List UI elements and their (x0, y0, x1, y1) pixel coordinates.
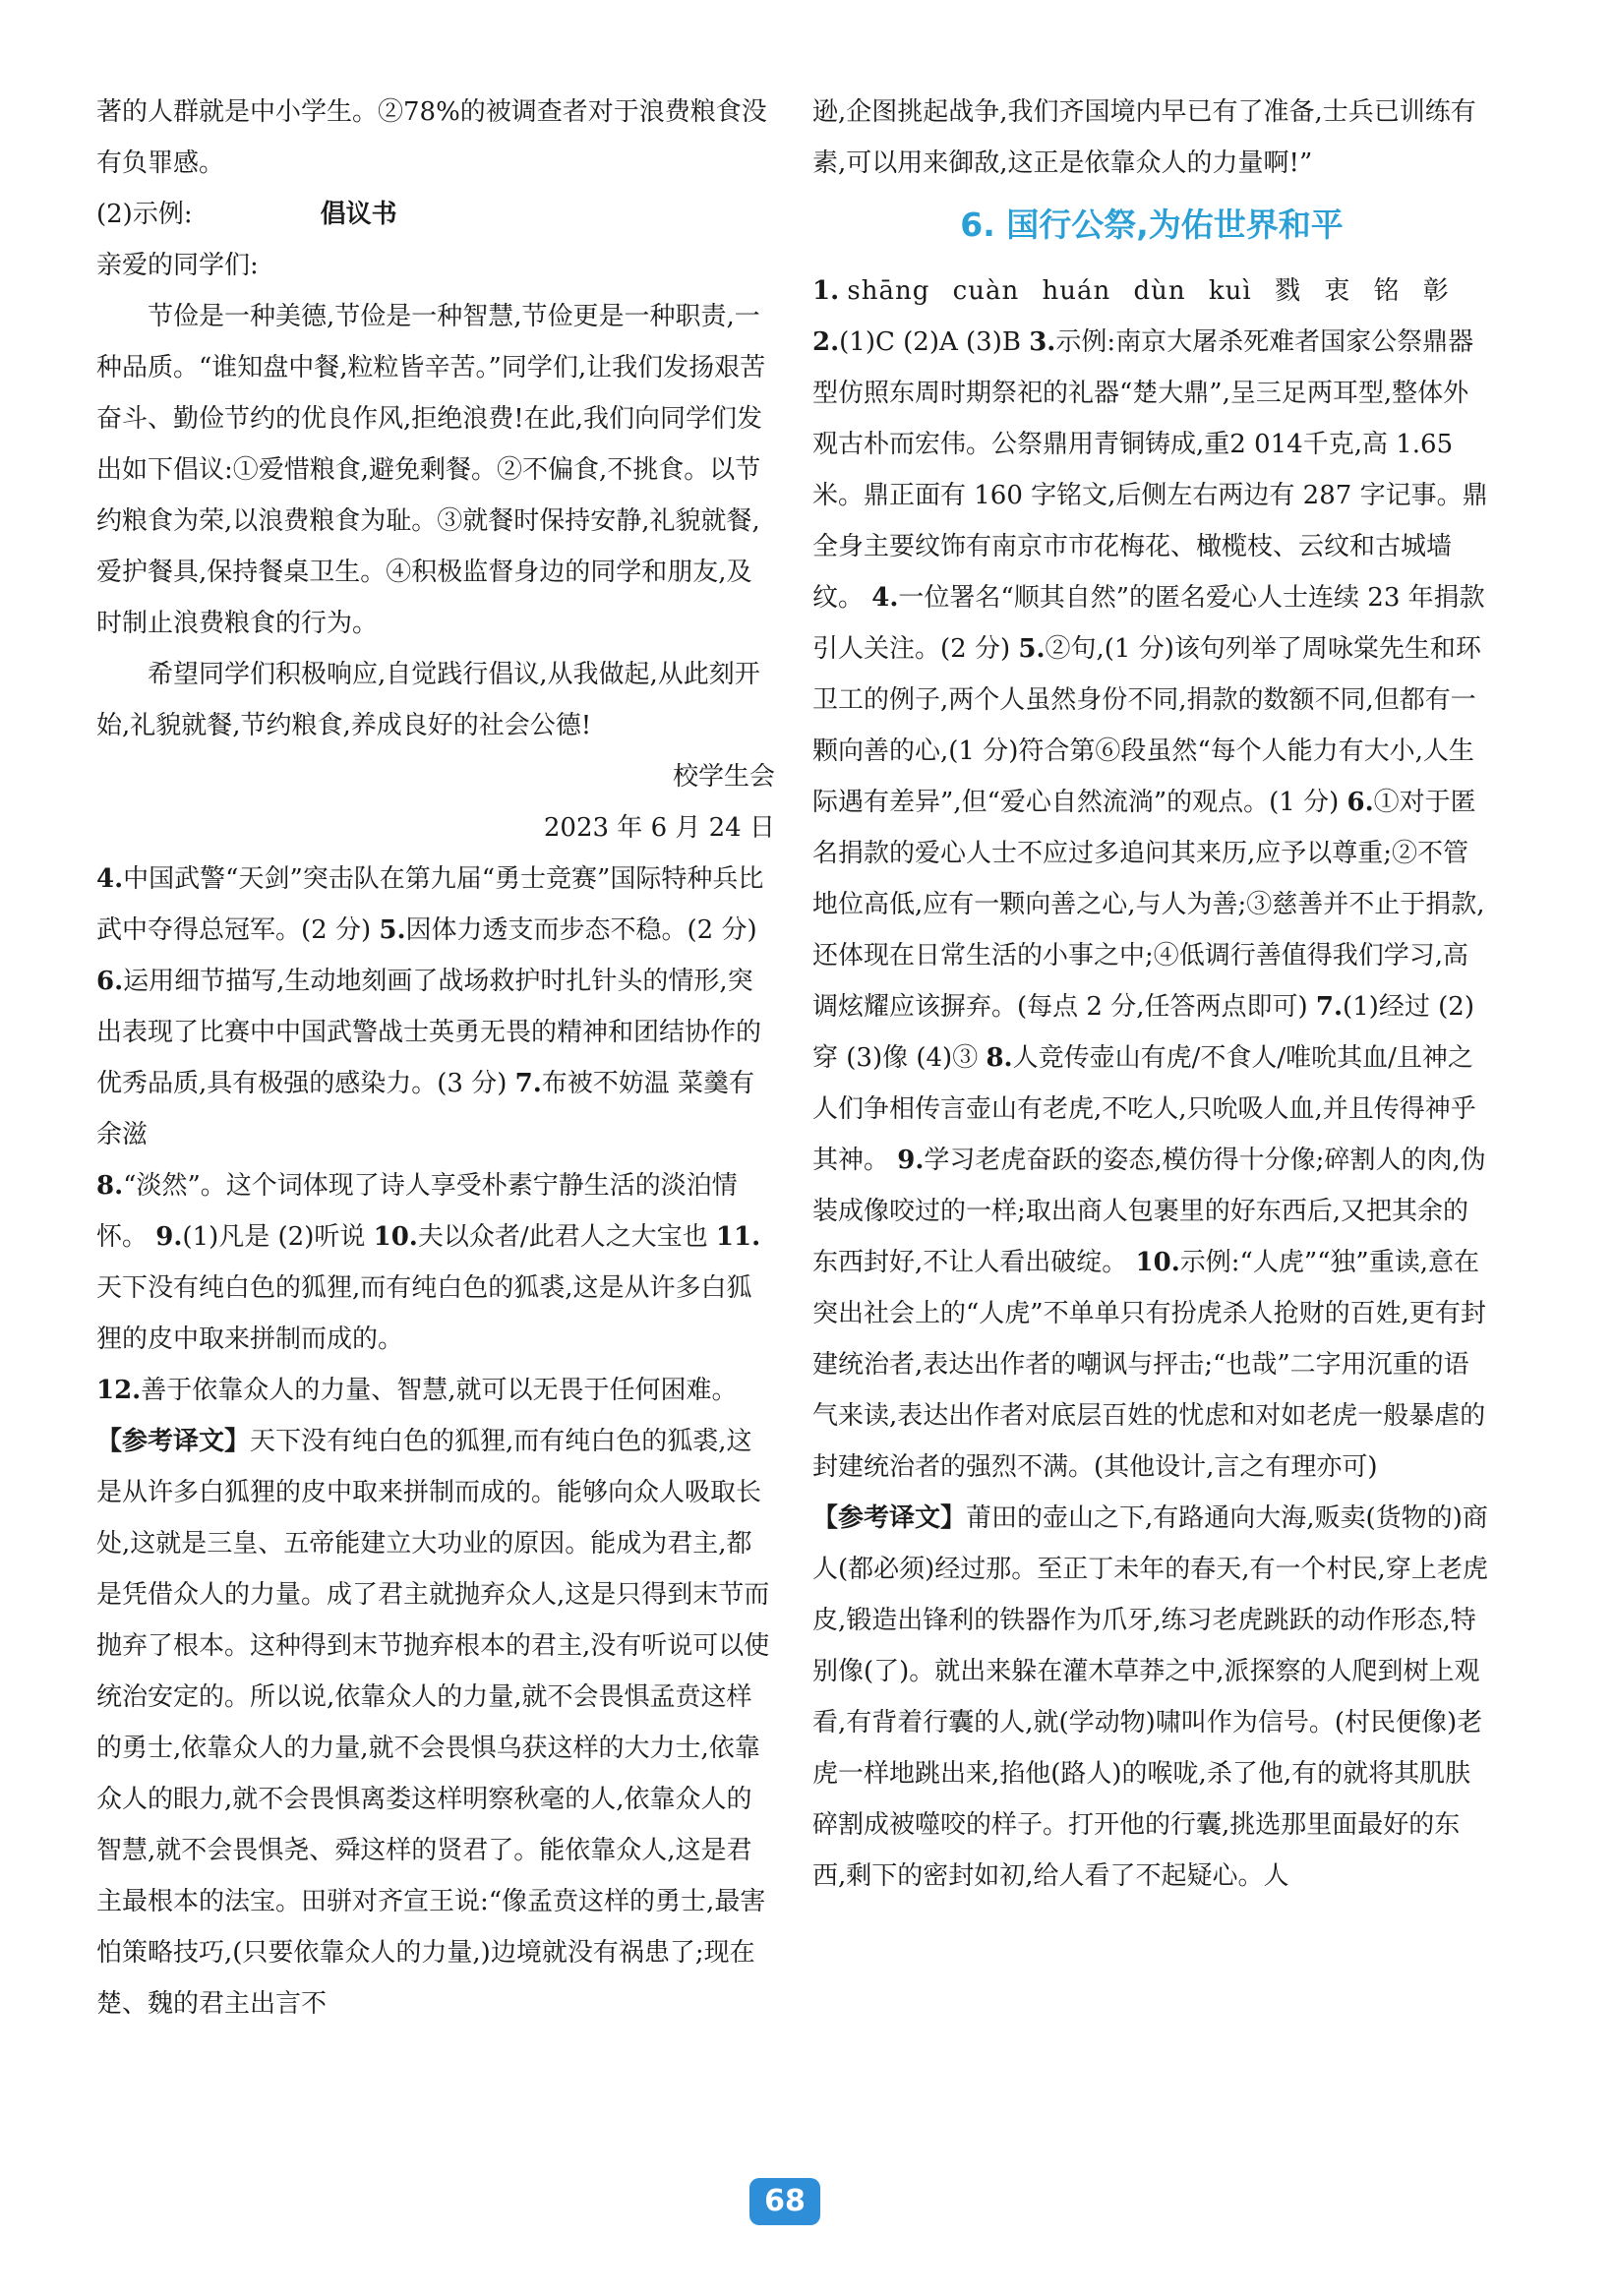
answer-number: 6. (96, 967, 124, 996)
section-title: 6. 国行公祭,为佑世界和平 (960, 206, 1344, 244)
answer-number: 7. (514, 1069, 542, 1098)
answer-text: 天下没有纯白色的狐狸,而有纯白色的狐裘,这是从许多白狐狸的皮中取来拼制而成的。 (96, 1273, 752, 1354)
continued-text: 逊,企图挑起战争,我们齐国境内早已有了准备,士兵已训练有素,可以用来御敌,这正是依靠众人的力量啊!” (812, 97, 1476, 178)
answer-number: 7. (1315, 992, 1344, 1022)
answer-text: 夫以众者/此君人之大宝也 (417, 1222, 716, 1252)
letter-paragraph-1: 节俭是一种美德,节俭是一种智慧,节俭更是一种职责,一种品质。“谁知盘中餐,粒粒皆辛苦。”同学们,让我们发扬艰苦奋斗、勤俭节约的优良作风,拒绝浪费!在此,我们向同学们发出如下倡议:①爱惜粮食,避免剩餐。②不偏食,不挑食。以节约粮食为荣,以浪费粮食为耻。③就餐时保持安静,礼貌就餐,爱护餐具,保持餐桌卫生。④积极监督身边的同学和朋友,及时制止浪费粮食的行为。 (96, 302, 766, 638)
answer-text: 布被不妨温 菜羹有余滋 (96, 1069, 755, 1149)
answer-text: 善于依靠众人的力量、智慧,就可以无畏于任何困难。 (141, 1376, 738, 1405)
answer-text: ①对于匿名捐款的爱心人士不应过多追问其来历,应予以尊重;②不管地位高低,应有一颗向善之心,与人为善;③慈善并不止于捐款,还体现在日常生活的小事之中;④低调行善值得我们学习,高调炫耀应该摒弃。(每点 2 分,任答两点即可) (812, 788, 1485, 1022)
left-column (96, 87, 775, 2030)
answer-number: 8. (986, 1043, 1013, 1073)
answer-number: 2. (812, 327, 840, 357)
answers-block-1 (96, 854, 775, 1160)
right-column (812, 87, 1491, 1902)
answer-number: 1. (812, 276, 840, 306)
letter-date: 2023 年 6 月 24 日 (543, 813, 775, 843)
example-line (96, 189, 775, 240)
reference-text: 天下没有纯白色的狐狸,而有纯白色的狐裘,这是从许多白狐狸的皮中取来拼制而成的。能够向众人吸取长处,这就是三皇、五帝能建立大功业的原因。能成为君主,都是凭借众人的力量。成了君主就抛弃众人,这是只得到末节而抛弃了根本。这种得到末节抛弃根本的君主,没有听说可以使统治安定的。所以说,依靠众人的力量,就不会畏惧孟贲这样的勇士,依靠众人的力量,就不会畏惧乌获这样的大力士,依靠众人的眼力,就不会畏惧离娄这样明察秋毫的人,依靠众人的智慧,就不会畏惧尧、舜这样的贤君了。能依靠众人,这是君主最根本的法宝。田骈对齐宣王说:“像孟贲这样的勇士,最害怕策略技巧,(只要依靠众人的力量,)边境就没有祸患了;现在楚、魏的君主出言不 (96, 1427, 770, 2019)
answer-text: 中国武警“天剑”突击队在第九届“勇士竞赛”国际特种兵比武中夺得总冠军。(2 分) (96, 864, 764, 945)
answer-text: 运用细节描写,生动地刻画了战场救护时扎针头的情形,突出表现了比赛中中国武警战士英勇无畏的精神和团结协作的优秀品质,具有极强的感染力。(3 分) (96, 967, 762, 1098)
answer-text: 一位署名“顺其自然”的匿名爱心人士连续 23 年捐款引人关注。(2 分) (812, 583, 1485, 664)
answer-number: 3. (1029, 327, 1056, 357)
answer-text: (1)凡是 (2)听说 (182, 1222, 374, 1252)
answer-number: 11. (715, 1222, 761, 1252)
letter-paragraph-2: 希望同学们积极响应,自觉践行倡议,从我做起,从此刻开始,礼貌就餐,节约粮食,养成良好的社会公德! (96, 660, 760, 740)
answer-number: 5. (379, 915, 406, 945)
question-1 (812, 265, 1491, 317)
reference-tag: 【参考译文】 (812, 1503, 967, 1533)
example-prefix: (2)示例: (96, 200, 193, 229)
answer-text: 示例:南京大屠杀死难者国家公祭鼎器型仿照东周时期祭祀的礼器“楚大鼎”,呈三足两耳型,整体外观古朴而宏伟。公祭鼎用青铜铸成,重2 014千克,高 1.65 米。鼎正面有 160 字铭文,后侧左右两边有 287 字记事。鼎全身主要纹饰有南京市市花梅花、橄榄枝、云纹和古城墙纹。 (812, 327, 1488, 613)
answer-12 (96, 1365, 775, 1416)
answer-text: ②句,(1 分)该句列举了周咏棠先生和环卫工的例子,两个人虽然身份不同,捐款的数额不同,但都有一颗向善的心,(1 分)符合第⑥段虽然“每个人能力有大小,人生际遇有差异”,但“爱心自然流淌”的观点。(1 分) (812, 634, 1481, 817)
answer-number: 12. (96, 1376, 142, 1405)
intro-text: 著的人群就是中小学生。②78%的被调查者对于浪费粮食没有负罪感。 (96, 97, 767, 178)
answer-number: 9. (155, 1222, 183, 1252)
answer-number: 9. (897, 1146, 925, 1175)
answer-number: 4. (96, 864, 124, 894)
answer-number: 6. (1346, 788, 1374, 817)
answer-number: 4. (871, 583, 899, 613)
letter-signer: 校学生会 (672, 762, 775, 792)
answer-text: (1)经过 (2)穿 (3)像 (4)③ (812, 992, 1474, 1073)
answer-number: 10. (1135, 1248, 1180, 1277)
answers-block-right (812, 317, 1491, 1493)
reference-text: 莆田的壶山之下,有路通向大海,贩卖(货物的)商人(都必须)经过那。至正丁未年的春天,有一个村民,穿上老虎皮,锻造出锋利的铁器作为爪牙,练习老虎跳跃的动作形态,特别像(了)。就出来躲在灌木草莽之中,派探察的人爬到树上观看,有背着行囊的人,就(学动物)啸叫作为信号。(村民便像)老虎一样地跳出来,掐他(路人)的喉咙,杀了他,有的就将其肌肤碎割成被噬咬的样子。打开他的行囊,挑选那里面最好的东西,剩下的密封如初,给人看了不起疑心。人 (812, 1503, 1488, 1891)
answer-number: 10. (373, 1222, 418, 1252)
answers-block-2 (96, 1160, 775, 1365)
answer-text: 人竞传壶山有虎/不食人/唯吮其血/且神之 人们争相传言壶山有老虎,不吃人,只吮吸人血,并且传得神乎其神。 (812, 1043, 1476, 1175)
answer-text: 示例:“人虎”“独”重读,意在突出社会上的“人虎”不单单只有扮虎杀人抢财的百姓,更有封建统治者,表达出作者的嘲讽与抨击;“也哉”二字用沉重的语气来读,表达出作者对底层百姓的忧虑和对如老虎一般暴虐的封建统治者的强烈不满。(其他设计,言之有理亦可) (812, 1248, 1486, 1482)
letter-greeting: 亲爱的同学们: (96, 251, 259, 280)
reference-translation-left (96, 1416, 775, 2030)
answer-text: 因体力透支而步态不稳。(2 分) (405, 915, 757, 945)
answer-number: 5. (1018, 634, 1046, 664)
reference-translation-right (812, 1493, 1491, 1902)
page-number: 68 (749, 2178, 820, 2225)
reference-tag: 【参考译文】 (96, 1427, 251, 1456)
pinyin-answers: shāng cuàn huán dùn kuì 戮 衷 铭 彰 (847, 276, 1450, 306)
answer-text: 学习老虎奋跃的姿态,模仿得十分像;碎割人的肉,伪装成像咬过的一样;取出商人包裹里的好东西后,又把其余的东西封好,不让人看出破绽。 (812, 1146, 1486, 1277)
letter-title: 倡议书 (320, 200, 397, 229)
answer-text: (1)C (2)A (3)B (839, 327, 1030, 357)
answer-number: 8. (96, 1171, 124, 1201)
answer-text: “淡然”。这个词体现了诗人享受朴素宁静生活的淡泊情怀。 (96, 1171, 738, 1252)
